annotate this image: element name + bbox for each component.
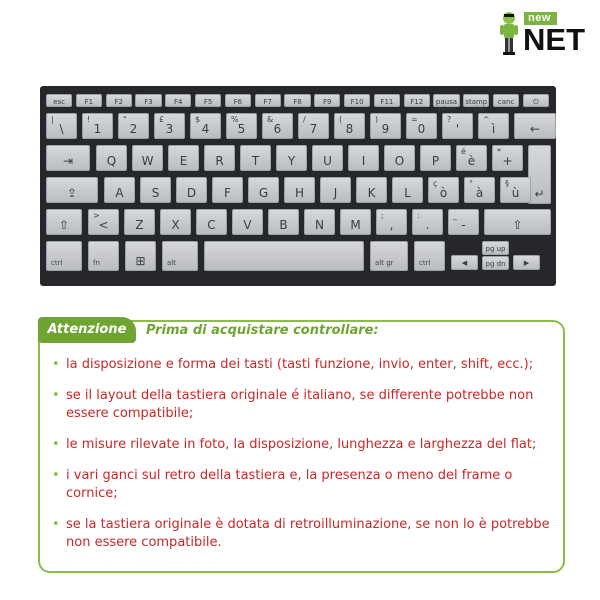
keyboard-key: P xyxy=(420,145,451,171)
keyboard-key: F1 xyxy=(76,94,102,107)
keyboard-key: 7 / xyxy=(298,113,329,139)
keyboard-key xyxy=(204,241,364,271)
keyboard-key: K xyxy=(356,177,387,203)
keyboard-key: G xyxy=(248,177,279,203)
keyboard-key: U xyxy=(312,145,343,171)
keyboard-key: ⇧ xyxy=(484,209,551,235)
keyboard-key: ↵ xyxy=(528,145,551,204)
keyboard-key: 8 ( xyxy=(334,113,365,139)
keyboard-key: alt xyxy=(162,241,198,271)
notice-item: • le misure rilevate in foto, la disposizione, lunghezza e larghezza del flat; xyxy=(52,437,537,452)
keyboard-key: - _ xyxy=(448,209,479,235)
keyboard-key: + * xyxy=(492,145,523,171)
keyboard-key: R xyxy=(204,145,235,171)
keyboard-key: B xyxy=(268,209,299,235)
keyboard-key: ù § xyxy=(500,177,531,203)
notice-item: • se il layout della tastiera originale é italiano, se differente potrebbe non essere compatibile; xyxy=(52,388,534,421)
keyboard-key: è é xyxy=(456,145,487,171)
keyboard-key: \ | xyxy=(46,113,77,139)
keyboard-key: ◀ xyxy=(451,255,478,270)
attention-badge: Attenzione xyxy=(38,317,136,343)
bullet-icon: • xyxy=(52,437,60,452)
keyboard-key: I xyxy=(348,145,379,171)
keyboard-key: D xyxy=(176,177,207,203)
keyboard-key: ← xyxy=(514,113,556,139)
bullet-icon: • xyxy=(52,468,60,483)
keyboard-key: Y xyxy=(276,145,307,171)
keyboard-key: F9 xyxy=(314,94,340,107)
keyboard-key: Q xyxy=(96,145,127,171)
notice-item: • la disposizione e forma dei tasti (tasti funzione, invio, enter, shift, ecc.); xyxy=(52,357,534,372)
keyboard-key: ctrl xyxy=(414,241,445,271)
keyboard-key: pausa interr xyxy=(433,94,459,107)
keyboard-key: canc xyxy=(493,94,519,107)
mascot-icon xyxy=(497,10,521,58)
keyboard-key: 9 ) xyxy=(370,113,401,139)
keyboard-key: O xyxy=(384,145,415,171)
keyboard-key: alt gr xyxy=(370,241,408,271)
bullet-icon: • xyxy=(52,357,60,372)
keyboard-key: < > xyxy=(88,209,119,235)
keyboard-key: . : xyxy=(412,209,443,235)
keyboard-key: ' ? xyxy=(442,113,473,139)
keyboard-key: N xyxy=(304,209,335,235)
keyboard-key: 5 % xyxy=(226,113,257,139)
keyboard-key: F3 xyxy=(135,94,161,107)
notice-item: • se la tastiera originale è dotata di retroilluminazione, se non lo è potrebbe non essere compatibile. xyxy=(52,517,550,550)
keyboard-key: Z xyxy=(124,209,155,235)
keyboard-key: M xyxy=(340,209,371,235)
notice-heading: Prima di acquistare controllare: xyxy=(146,323,379,338)
keyboard-key: T xyxy=(240,145,271,171)
keyboard-key: fn xyxy=(88,241,119,271)
keyboard-key: F11 xyxy=(374,94,400,107)
keyboard-key: X xyxy=(160,209,191,235)
keyboard-key: F7 xyxy=(255,94,281,107)
keyboard-key: ⏻ xyxy=(523,94,549,107)
brand-logo xyxy=(497,8,593,60)
keyboard-key: V xyxy=(232,209,263,235)
keyboard-key: F2 xyxy=(106,94,132,107)
keyboard-key: esc xyxy=(46,94,72,107)
keyboard-key: 2 " xyxy=(118,113,149,139)
keyboard-key: S xyxy=(140,177,171,203)
keyboard-key: ⊞ xyxy=(125,241,156,271)
keyboard-key: ctrl xyxy=(46,241,82,271)
keyboard-key: F6 xyxy=(225,94,251,107)
keyboard-key: A xyxy=(104,177,135,203)
keyboard-key: F10 xyxy=(344,94,370,107)
keyboard-key: pg up xyxy=(482,241,509,255)
keyboard-key: pg dn xyxy=(482,256,509,270)
keyboard-key: ⇧ xyxy=(46,209,82,235)
keyboard-key: F4 xyxy=(165,94,191,107)
keyboard-key: J xyxy=(320,177,351,203)
keyboard-key: F5 xyxy=(195,94,221,107)
keyboard-key: à ° xyxy=(464,177,495,203)
bullet-icon: • xyxy=(52,388,60,403)
keyboard-key: C xyxy=(196,209,227,235)
keyboard-key: ⇥ xyxy=(46,145,90,171)
keyboard-key: 4 $ xyxy=(190,113,221,139)
keyboard-key: ì ^ xyxy=(478,113,509,139)
keyboard-key: ò ç xyxy=(428,177,459,203)
keyboard-key: W xyxy=(132,145,163,171)
keyboard-key: F xyxy=(212,177,243,203)
keyboard-key: 1 ! xyxy=(82,113,113,139)
brand-net: NET xyxy=(523,22,585,57)
keyboard-key: F12 xyxy=(404,94,430,107)
keyboard-key: ⇪ xyxy=(46,177,98,203)
keyboard-key: ▶ xyxy=(513,255,540,270)
keyboard-key: 0 = xyxy=(406,113,437,139)
notice-item: • i vari ganci sul retro della tastiera e, la presenza o meno del frame o cornice; xyxy=(52,468,513,501)
notice-list xyxy=(52,356,552,565)
keyboard-key: 3 £ xyxy=(154,113,185,139)
keyboard-image xyxy=(40,86,556,286)
brand-new: new xyxy=(524,12,557,25)
keyboard-key: , ; xyxy=(376,209,407,235)
keyboard-key: L xyxy=(392,177,423,203)
keyboard-key: 6 & xyxy=(262,113,293,139)
bullet-icon: • xyxy=(52,517,60,532)
keyboard-key: F8 xyxy=(284,94,310,107)
keyboard-key: E xyxy=(168,145,199,171)
keyboard-key: H xyxy=(284,177,315,203)
keyboard-key: stamp r sist xyxy=(463,94,489,107)
